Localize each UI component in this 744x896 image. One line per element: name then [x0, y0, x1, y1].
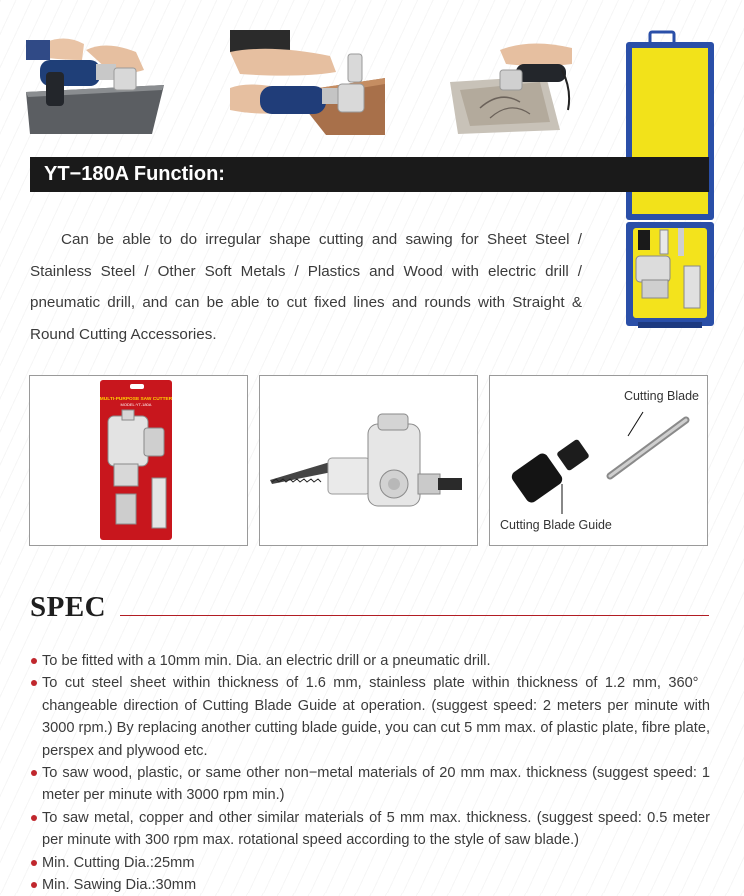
assembled-tool-image: [259, 375, 478, 546]
usage-photo-wood-cutting: [230, 30, 385, 135]
spec-item: Min. Cutting Dia.:25mm: [30, 852, 710, 874]
function-title: YT−180A Function:: [44, 163, 225, 185]
package-brand-text: MULTI-PURPOSE SAW CUTTER: [99, 397, 173, 402]
cutting-blade-label: Cutting Blade: [623, 389, 699, 403]
spec-heading: SPEC: [30, 591, 107, 623]
spec-divider: [120, 615, 709, 616]
spec-item: Min. Sawing Dia.:30mm: [30, 874, 710, 896]
spec-item: To saw metal, copper and other similar materials of 5 mm max. thickness. (suggest speed: 0.5 meter per minute with 300 rpm max. rotational speed according to the style of saw blade.): [30, 807, 710, 852]
package-model-text: MODEL:YT-180A: [120, 402, 152, 407]
product-package-image: [29, 375, 248, 546]
cutting-blade-guide-label: Cutting Blade Guide: [500, 518, 612, 532]
spec-item: To cut steel sheet within thickness of 1.6 mm, stainless plate within thickness of 1.2 mm, 360° changeable direction of Cutting Blade Guide at operation. (suggest speed: 2 meters per minute with 3000 rpm.) By replacing another cutting blade guide, you can cut 5 mm max. of plastic plate, fibre plate, perspex and plywood etc.: [30, 672, 710, 762]
function-title-bar: [30, 157, 709, 192]
spec-item: To be fitted with a 10mm min. Dia. an electric drill or a pneumatic drill.: [30, 650, 710, 672]
usage-photo-drill-sheet: [26, 30, 168, 135]
usage-photo-metal-cutting: [450, 30, 572, 135]
function-description: Can be able to do irregular shape cutting and sawing for Sheet Steel / Stainless Steel / Other Soft Metals / Plastics and Wood with electric drill / pneumatic drill, and can be able to cut fixed lines and rounds with Straight & Round Cutting Accessories.: [30, 231, 582, 343]
spec-list: [30, 650, 710, 896]
accessories-image: [489, 375, 708, 546]
spec-item: To saw wood, plastic, or same other non−metal materials of 20 mm max. thickness (suggest speed: 1 meter per minute with 3000 rpm min.): [30, 762, 710, 807]
